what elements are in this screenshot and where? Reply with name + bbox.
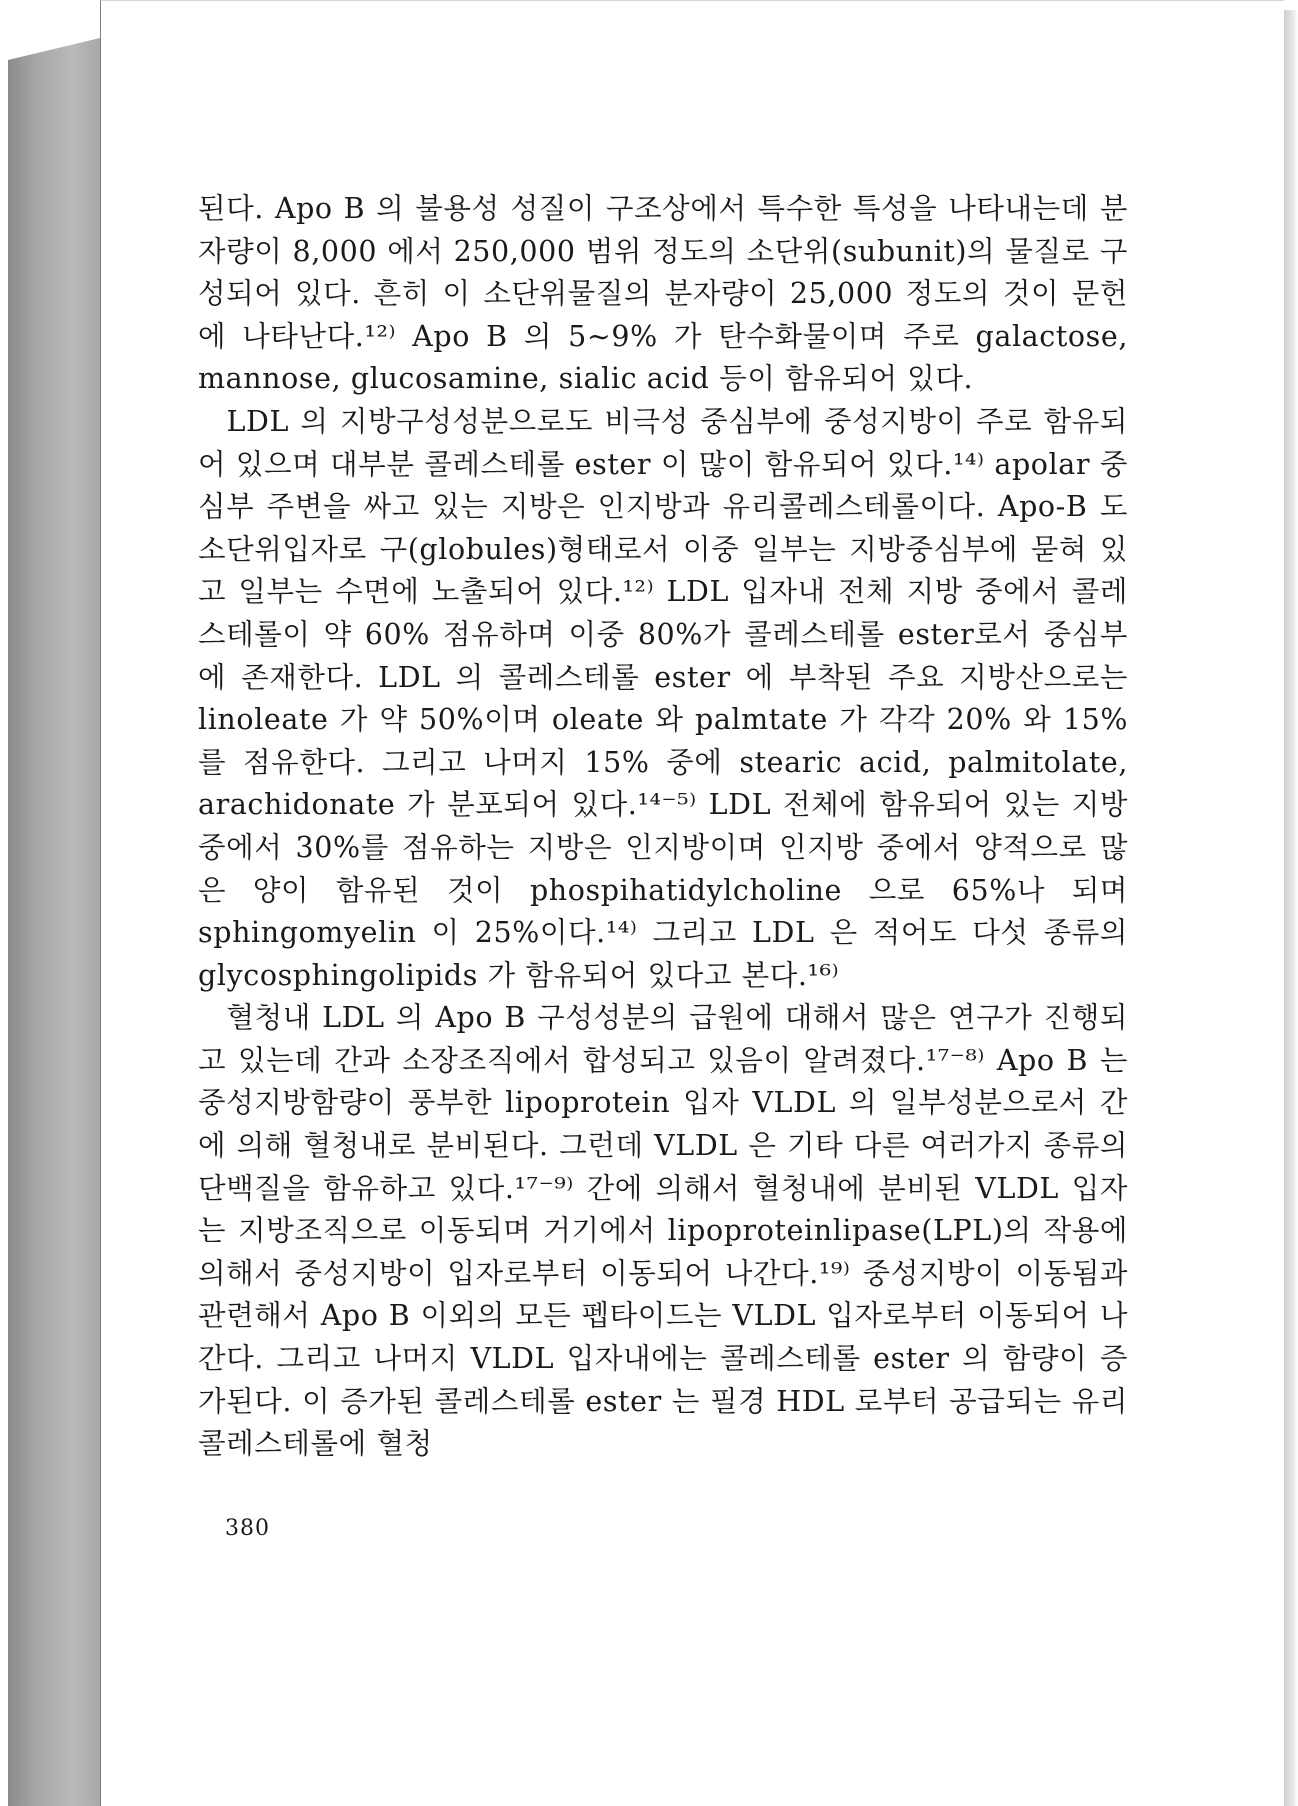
paragraph-1: 된다. Apo B 의 불용성 성질이 구조상에서 특수한 특성을 나타내는데 분자량이 8,000 에서 250,000 범위 정도의 소단위(subunit)의 물질로 구성되어 있다. 흔히 이 소단위물질의 분자량이 25,000 정도의 것이 문헌에 나타난다.¹²⁾ Apo B 의 5∼9% 가 탄수화물이며 주로 galactose, mannose, glucosamine, sialic acid 등이 함유되어 있다. bbox=[198, 192, 1128, 396]
book-spine bbox=[8, 38, 100, 1806]
body-text bbox=[198, 188, 1128, 1466]
page-number: 380 bbox=[225, 1516, 270, 1541]
page-shadow bbox=[1284, 10, 1298, 1806]
paragraph-2: LDL 의 지방구성성분으로도 비극성 중심부에 중성지방이 주로 함유되어 있으며 대부분 콜레스테롤 ester 이 많이 함유되어 있다.¹⁴⁾ apolar 중심부 주변을 싸고 있는 지방은 인지방과 유리콜레스테롤이다. Apo-B 도 소단위입자로 구(globules)형태로서 이중 일부는 지방중심부에 묻혀 있고 일부는 수면에 노출되어 있다.¹²⁾ LDL 입자내 전체 지방 중에서 콜레스테롤이 약 60% 점유하며 이중 80%가 콜레스테롤 ester로서 중심부에 존재한다. LDL 의 콜레스테롤 ester 에 부착된 주요 지방산으로는 linoleate 가 약 50%이며 oleate 와 palmtate 가 각각 20% 와 15% 를 점유한다. 그리고 나머지 15% 중에 stearic acid, palmitolate, arachidonate 가 분포되어 있다.¹⁴⁻⁵⁾ LDL 전체에 함유되어 있는 지방 중에서 30%를 점유하는 지방은 인지방이며 인지방 중에서 양적으로 많은 양이 함유된 것이 phospihatidylcholine 으로 65%나 되며 sphingomyelin 이 25%이다.¹⁴⁾ 그리고 LDL 은 적어도 다섯 종류의 glycosphingolipids 가 함유되어 있다고 본다.¹⁶⁾ bbox=[198, 404, 1128, 992]
paragraph-3: 혈청내 LDL 의 Apo B 구성성분의 급원에 대해서 많은 연구가 진행되고 있는데 간과 소장조직에서 합성되고 있음이 알려졌다.¹⁷⁻⁸⁾ Apo B 는 중성지방함량이 풍부한 lipoprotein 입자 VLDL 의 일부성분으로서 간에 의해 혈청내로 분비된다. 그런데 VLDL 은 기타 다른 여러가지 종류의 단백질을 함유하고 있다.¹⁷⁻⁹⁾ 간에 의해서 혈청내에 분비된 VLDL 입자는 지방조직으로 이동되며 거기에서 lipoproteinlipase(LPL)의 작용에 의해서 중성지방이 입자로부터 이동되어 나간다.¹⁹⁾ 중성지방이 이동됨과 관련해서 Apo B 이외의 모든 펩타이드는 VLDL 입자로부터 이동되어 나간다. 그리고 나머지 VLDL 입자내에는 콜레스테롤 ester 의 함량이 증가된다. 이 증가된 콜레스테롤 ester 는 필경 HDL 로부터 공급되는 유리콜레스테롤에 혈청 bbox=[198, 1001, 1129, 1461]
